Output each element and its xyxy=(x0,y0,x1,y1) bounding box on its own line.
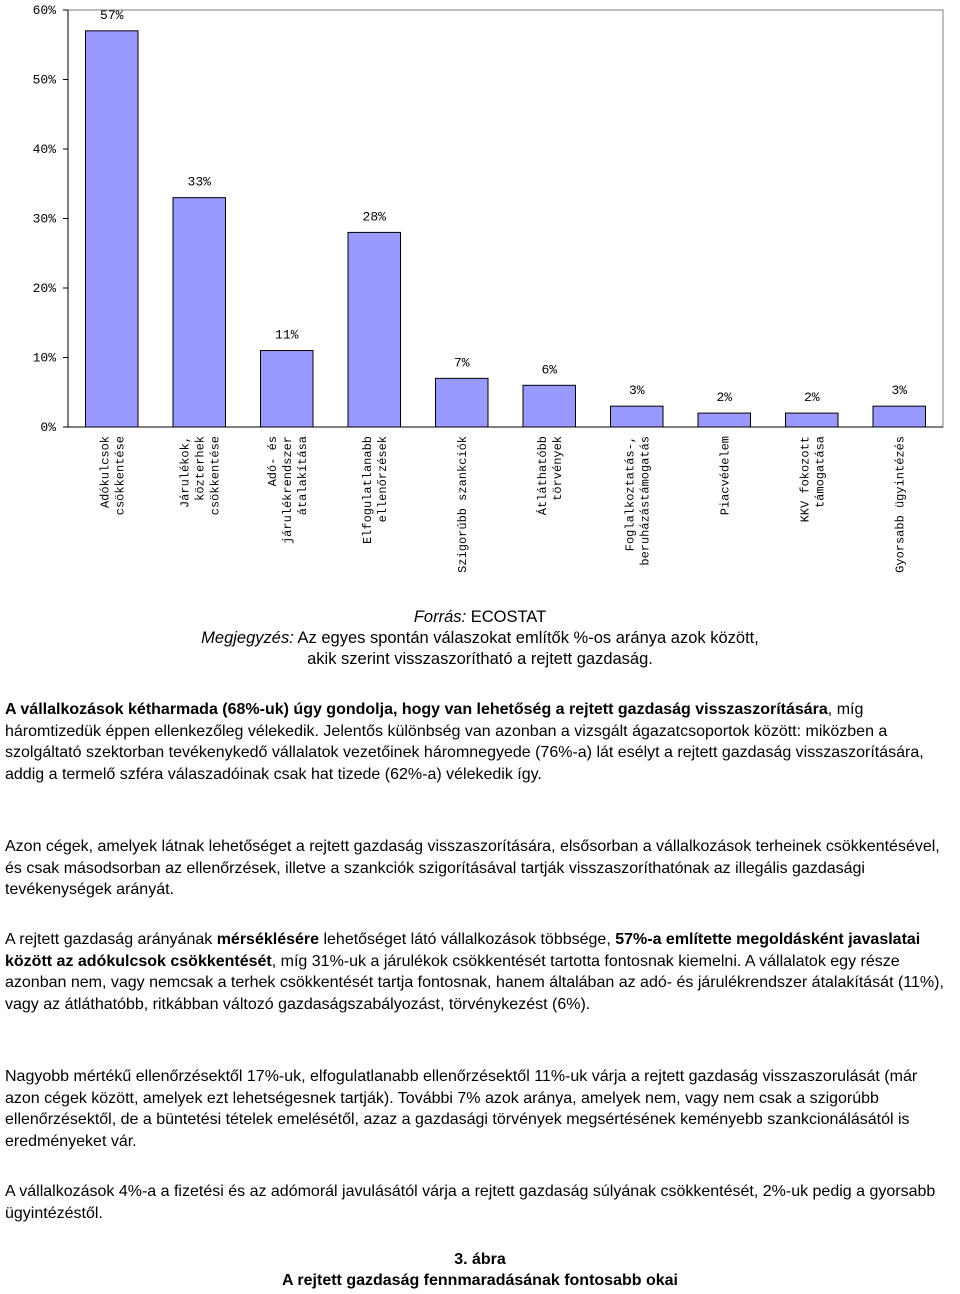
category-label: Elfogulatlanabb xyxy=(360,436,375,545)
category-label: Járulékok, xyxy=(178,436,193,509)
category-label: törvények xyxy=(550,436,565,501)
paragraph-1 xyxy=(5,699,955,785)
bar xyxy=(261,351,314,427)
y-tick-label: 40% xyxy=(32,142,56,157)
paragraph-4: Nagyobb mértékű ellenőrzésektől 17%-uk, elfogulatlanabb ellenőrzésektől 11%-uk várja a rejtett gazdaság visszaszorulását (már azon cégek között, amelyek ezt lehetségesnek tartják). További 7% azok aránya, amelyek nem, vagy nem csak a szigorúbb ellenőrzésektől, de a büntetési tételek emelésétől, azaz a gazdasági törvények megsértésének keményebb szankcionálásától is eredményeket vár. xyxy=(5,1068,918,1150)
y-tick-label: 10% xyxy=(32,350,56,366)
bar-value-label: 3% xyxy=(628,383,645,399)
y-tick-label: 50% xyxy=(32,72,56,88)
paragraph-1-rest: , míg háromtizedük éppen ellenkezőleg vélekedik. Jelentős különbség van azonban a vizsgált ágazatcsoportok között: miközben a szolgáltató szektorban tevékenykedő vállalatok vezetőinek háromnegyede (76%-a) lát esélyt a rejtett gazdaság visszaszorítására, addig a termelő szféra válaszadóinak csak hat tizede (62%-a) vélekedik így. xyxy=(5,701,924,783)
p3-part-c: lehetőséget látó vállalkozások többsége, xyxy=(319,931,616,948)
category-label: átalakítása xyxy=(295,436,310,516)
paragraph-3 xyxy=(5,929,955,1015)
source-value: ECOSTAT xyxy=(470,608,547,626)
bar-value-label: 57% xyxy=(100,7,124,23)
bar xyxy=(873,406,926,427)
bar xyxy=(786,413,839,427)
bar xyxy=(173,198,226,427)
bar xyxy=(436,378,489,427)
chart-caption xyxy=(0,607,960,670)
category-label: Foglalkoztatás-, xyxy=(623,436,638,552)
p3-bold-b: 57%-a említette megoldásként javaslatai között az adókulcsok csökkentését xyxy=(5,931,921,970)
note-label: Megjegyzés: xyxy=(201,629,294,647)
paragraph-1-bold: A vállalkozások kétharmada (68%-uk) úgy gondolja, hogy van lehetőség a rejtett gazdaság visszaszorítására xyxy=(5,701,828,718)
category-label: Adó- és xyxy=(265,436,280,487)
bar xyxy=(698,413,751,427)
y-tick-label: 60% xyxy=(32,3,56,18)
y-tick-label: 0% xyxy=(40,420,56,435)
bar xyxy=(611,406,664,427)
bar-chart xyxy=(0,0,960,600)
category-labels-group xyxy=(98,436,907,573)
category-label: közterhek xyxy=(193,436,208,501)
category-label: Átláthatóbb xyxy=(535,436,550,516)
p3-part-e: , míg 31%-uk a járulékok csökkentését tartotta fontosnak kiemelni. A vállalatok egy része azonban nem, vagy nemcsak a terhek csökkentését tartja fontosnak, hanem általában az adó- és járulékrendszer átalakítását (11%), vagy az átláthatóbb, ritkábban változó gazdaságszabályozást, törvénykezést (6%). xyxy=(5,952,944,1013)
bar-value-label: 33% xyxy=(187,174,211,190)
bar-value-label: 6% xyxy=(541,362,558,378)
category-label: támogatása xyxy=(813,436,828,509)
figure-title: A rejtett gazdaság fennmaradásának fontosabb okai xyxy=(282,1272,678,1289)
note-line-2: akik szerint visszaszorítható a rejtett gazdaság. xyxy=(307,650,653,668)
category-label: beruházástámogatás xyxy=(638,436,653,566)
category-label: Piacvédelem xyxy=(718,436,733,516)
category-label: Adókulcsok xyxy=(98,436,113,509)
bar xyxy=(348,232,401,427)
y-tick-label: 30% xyxy=(32,211,56,227)
bar-value-label: 3% xyxy=(891,383,908,399)
category-label: Gyorsabb ügyintézés xyxy=(893,436,908,573)
p3-part-a: A rejtett gazdaság arányának xyxy=(5,931,217,948)
paragraph-2: Azon cégek, amelyek látnak lehetőséget a rejtett gazdaság visszaszorítására, elsősorban a vállalkozások terheinek csökkentésével, és csak másodsorban az ellenőrzések, illetve a szankciók szigorításával tartják visszaszoríthatónak az illegális gazdasági tevékenységek arányát. xyxy=(5,838,940,898)
bar-value-label: 7% xyxy=(453,355,470,371)
bar-value-label: 2% xyxy=(716,390,733,406)
category-label: csökkentése xyxy=(208,436,223,516)
bar xyxy=(86,31,139,427)
category-label: Szigorúbb szankciók xyxy=(455,436,470,573)
category-label: ellenőrzések xyxy=(375,436,390,523)
source-label: Forrás: xyxy=(413,608,467,626)
bar xyxy=(523,385,576,427)
bar-value-label: 2% xyxy=(803,390,820,406)
bar-value-label: 11% xyxy=(275,327,299,343)
category-label: KKV fokozott xyxy=(798,436,813,523)
p3-bold-a: mérséklésére xyxy=(216,931,320,948)
figure-number: 3. ábra xyxy=(454,1251,506,1268)
note-line-1: Az egyes spontán válaszokat említők %-os aránya azok között, xyxy=(297,629,759,647)
category-label: járulékrendszer xyxy=(280,436,295,545)
bar-value-label: 28% xyxy=(362,209,386,225)
paragraph-5: A vállalkozások 4%-a a fizetési és az adómorál javulásától várja a rejtett gazdaság súlyának csökkentését, 2%-uk pedig a gyorsabb ügyintézéstől. xyxy=(5,1183,936,1222)
category-label: csökkentése xyxy=(113,436,128,516)
y-tick-label: 20% xyxy=(32,281,56,296)
